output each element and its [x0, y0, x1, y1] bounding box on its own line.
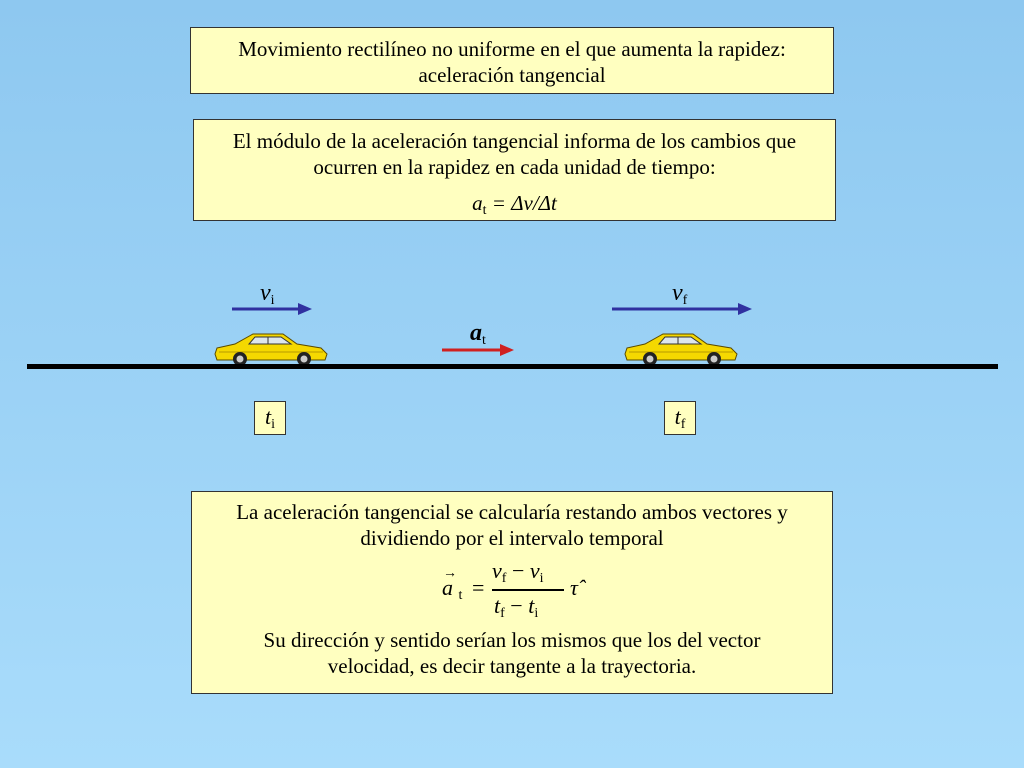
tf-box	[664, 401, 696, 435]
calc-line-1: La aceleración tangencial se calcularía restando ambos vectores y	[236, 500, 788, 524]
den-minus: −	[510, 593, 523, 618]
den-a: t	[494, 593, 501, 618]
at-label	[470, 320, 486, 349]
formula-sub: t	[482, 203, 487, 218]
denominator	[494, 593, 538, 627]
tf-main: t	[674, 404, 681, 429]
ti-box	[254, 401, 286, 435]
title-line-2: aceleración tangencial	[418, 63, 606, 87]
formula-rhs: = Δv/Δt	[491, 191, 557, 215]
num-b: v	[529, 558, 540, 583]
vi-arrow	[232, 303, 312, 315]
equals-sign: =	[472, 575, 485, 600]
ti-main: t	[264, 404, 272, 429]
tf-sub: f	[680, 417, 686, 432]
formula-var: a	[472, 191, 483, 215]
den-b: t	[528, 593, 535, 618]
vector-formula	[442, 555, 582, 623]
title-line-1: Movimiento rectilíneo no uniforme en el que aumenta la rapidez:	[238, 37, 786, 61]
trajectory-line	[27, 364, 998, 369]
calc-box	[191, 491, 833, 694]
num-a: v	[492, 558, 502, 583]
num-minus: −	[511, 558, 525, 583]
vi-sub: i	[270, 293, 275, 308]
lhs-var: a	[442, 575, 453, 600]
unit-vector: τ̂	[570, 575, 578, 600]
vector-arrow-icon: →	[443, 566, 457, 581]
info-line-1: El módulo de la aceleración tangencial informa de los cambios que	[232, 129, 797, 153]
num-a-sub: f	[501, 571, 507, 586]
lhs	[442, 566, 463, 609]
vf-label	[672, 280, 687, 309]
ti-sub: i	[271, 417, 275, 432]
lhs-sub: t	[458, 588, 463, 603]
calc-line-4: velocidad, es decir tangente a la trayectoria.	[327, 654, 697, 678]
vf-main: v	[672, 280, 683, 306]
num-b-sub: i	[539, 571, 544, 586]
car-final	[623, 330, 739, 368]
car-initial	[213, 330, 329, 368]
calc-line-3: Su dirección y sentido serían los mismos que los del vector	[263, 628, 761, 652]
info-line-2: ocurren en la rapidez en cada unidad de tiempo:	[313, 155, 716, 179]
numerator	[492, 558, 544, 592]
den-b-sub: i	[534, 606, 539, 621]
fraction-bar	[492, 589, 564, 591]
den-a-sub: f	[500, 606, 505, 621]
vf-sub: f	[682, 293, 688, 308]
at-sub: t	[482, 333, 486, 348]
vi-main: v	[260, 280, 271, 306]
at-main: a	[470, 320, 482, 346]
calc-line-2: dividiendo por el intervalo temporal	[360, 526, 664, 550]
